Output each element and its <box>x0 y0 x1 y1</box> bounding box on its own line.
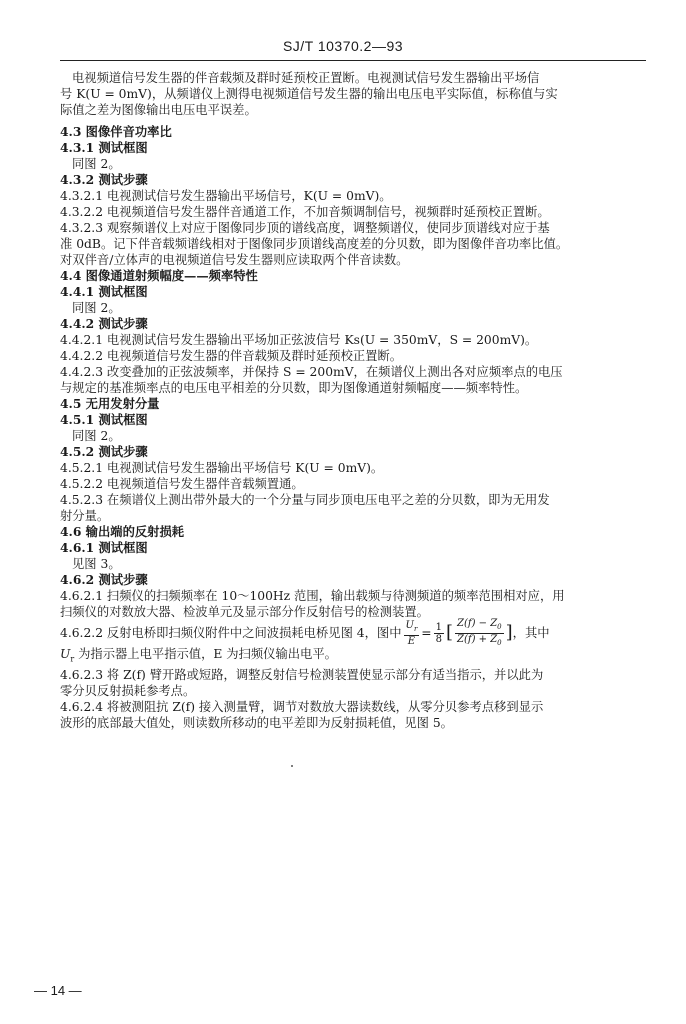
intro-line: 电视频道信号发生器的伴音载频及群时延预校正置断。电视测试信号发生器输出平场信 <box>72 71 540 85</box>
intro-line: 号 K(U = 0mV)，从频谱仪上测得电视频道信号发生器的输出电压电平实际值，标称值与实 <box>60 87 558 101</box>
ur-description: 为指示器上电平指示值，E 为扫频仪输出电平。 <box>74 647 337 661</box>
left-bracket: [ <box>445 622 454 643</box>
subsection-heading: 4.3.2 测试步骤 <box>60 172 148 187</box>
standard-header: SJ/T 10370.2—93 <box>282 38 404 54</box>
impedance-numerator: Z(f) − Z <box>457 617 498 629</box>
coefficient-denominator: 8 <box>435 633 442 645</box>
step-item-continuation: 零分贝反射损耗参考点。 <box>60 684 196 699</box>
step-item: 4.3.2.3 观察频谱仪上对应于图像同步顶的谱线高度，调整频谱仪，使同步顶谱线对应于基 <box>60 221 550 235</box>
subsection-heading: 4.3.1 测试框图 <box>60 140 148 155</box>
step-item: 4.5.2.1 电视测试信号发生器输出平场信号 K(U = 0mV)。 <box>60 461 384 475</box>
subsection-heading: 4.6.1 测试框图 <box>60 540 148 555</box>
page-number: — 14 — <box>34 983 82 998</box>
step-item-formula <box>60 617 646 647</box>
fraction-denominator: E <box>407 635 416 647</box>
header-rule <box>60 60 646 61</box>
section-heading-4-6: 4.6 输出端的反射损耗 <box>60 524 185 539</box>
voltage-ratio-fraction <box>404 620 420 647</box>
subsection-heading: 4.6.2 测试步骤 <box>60 572 148 587</box>
coefficient-numerator: 1 <box>435 621 442 633</box>
coefficient-fraction <box>434 622 444 645</box>
step-item: 4.4.2.2 电视频道信号发生器的伴音载频及群时延预校正置断。 <box>60 349 403 363</box>
subsection-heading: 4.5.2 测试步骤 <box>60 444 148 459</box>
fraction-numerator: U <box>405 619 414 631</box>
step-item: 4.5.2.3 在频谱仪上测出带外最大的一个分量与同步顶电压电平之差的分贝数，即为无用发 <box>60 493 550 507</box>
step-item-continuation: 对双伴音/立体声的电视频道信号发生器则应读取两个伴音读数。 <box>60 253 409 267</box>
body-text: 见图 3。 <box>72 557 121 571</box>
step-item: 4.3.2.1 电视测试信号发生器输出平场信号，K(U = 0mV)。 <box>60 189 392 203</box>
step-item: 4.4.2.1 电视测试信号发生器输出平场加正弦波信号 Ks(U = 350mV，S = 200mV)。 <box>60 333 538 347</box>
step-item-continuation: 准 0dB。记下伴音载频谱线相对于图像同步顶谱线高度差的分贝数，即为图像伴音功率比值。 <box>60 237 569 251</box>
subsection-heading: 4.4.1 测试框图 <box>60 284 148 299</box>
body-text: 同图 2。 <box>72 157 121 171</box>
right-bracket: ] <box>505 622 513 643</box>
impedance-numerator-sub: 0 <box>497 622 502 631</box>
section-heading-4-5: 4.5 无用发射分量 <box>60 396 160 411</box>
step-item: 4.6.2.4 将被测阻抗 Z(f) 接入测量臂，调节对数放大器读数线，从零分贝参考点移到显示 <box>60 700 544 715</box>
step-item-continuation <box>60 646 646 667</box>
step-item: 4.3.2.2 电视频道信号发生器伴音通道工作，不加音频调制信号，视频群时延预校正置断。 <box>60 205 550 219</box>
step-item-continuation: 波形的底部最大值处，则读数所移动的电平差即为反射损耗值，见图 5。 <box>60 716 453 731</box>
step-item: 4.5.2.2 电视频道信号发生器伴音载频置通。 <box>60 477 304 491</box>
step-item: 4.6.2.1 扫频仪的扫频频率在 10～100Hz 范围，输出载频与待测频道的频率范围相对应，用 <box>60 589 565 603</box>
section-heading-4-4: 4.4 图像通道射频幅度——频率特性 <box>60 268 258 283</box>
equals-sign: = <box>421 626 432 640</box>
step-item-continuation: 射分量。 <box>60 509 110 523</box>
body-text: 同图 2。 <box>72 429 121 443</box>
ur-symbol: U <box>60 647 71 661</box>
impedance-denominator-sub: 0 <box>497 638 502 647</box>
scan-speck <box>291 765 293 767</box>
step-item: 4.6.2.3 将 Z(f) 臂开路或短路，调整反射信号检测装置使显示部分有适当指示，并以此为 <box>60 668 544 683</box>
formula-lead-text: 4.6.2.2 反射电桥即扫频仪附件中之间波损耗电桥见图 4，图中 <box>60 626 402 640</box>
step-item: 4.4.2.3 改变叠加的正弦波频率，并保持 S = 200mV，在频谱仪上测出各对应频率点的电压 <box>60 365 563 379</box>
step-item-continuation: 扫频仪的对数放大器、检波单元及显示部分作反射信号的检测装置。 <box>60 605 429 619</box>
subsection-heading: 4.4.2 测试步骤 <box>60 316 148 331</box>
intro-paragraph <box>60 70 646 118</box>
ur-symbol-sub: r <box>70 654 75 664</box>
document-body <box>60 70 646 731</box>
fraction-numerator-sub: r <box>413 624 418 633</box>
intro-line: 际值之差为图像输出电压电平误差。 <box>60 103 257 117</box>
subsection-heading: 4.5.1 测试框图 <box>60 412 148 427</box>
body-text: 同图 2。 <box>72 301 121 315</box>
formula-trailing-text: ，其中 <box>512 626 550 640</box>
impedance-denominator: Z(f) + Z <box>457 633 498 645</box>
step-item-continuation: 与规定的基准频率点的电压电平相差的分贝数，即为图像通道射频幅度——频率特性。 <box>60 381 528 395</box>
section-heading-4-3: 4.3 图像伴音功率比 <box>60 124 172 139</box>
impedance-fraction <box>455 618 504 649</box>
